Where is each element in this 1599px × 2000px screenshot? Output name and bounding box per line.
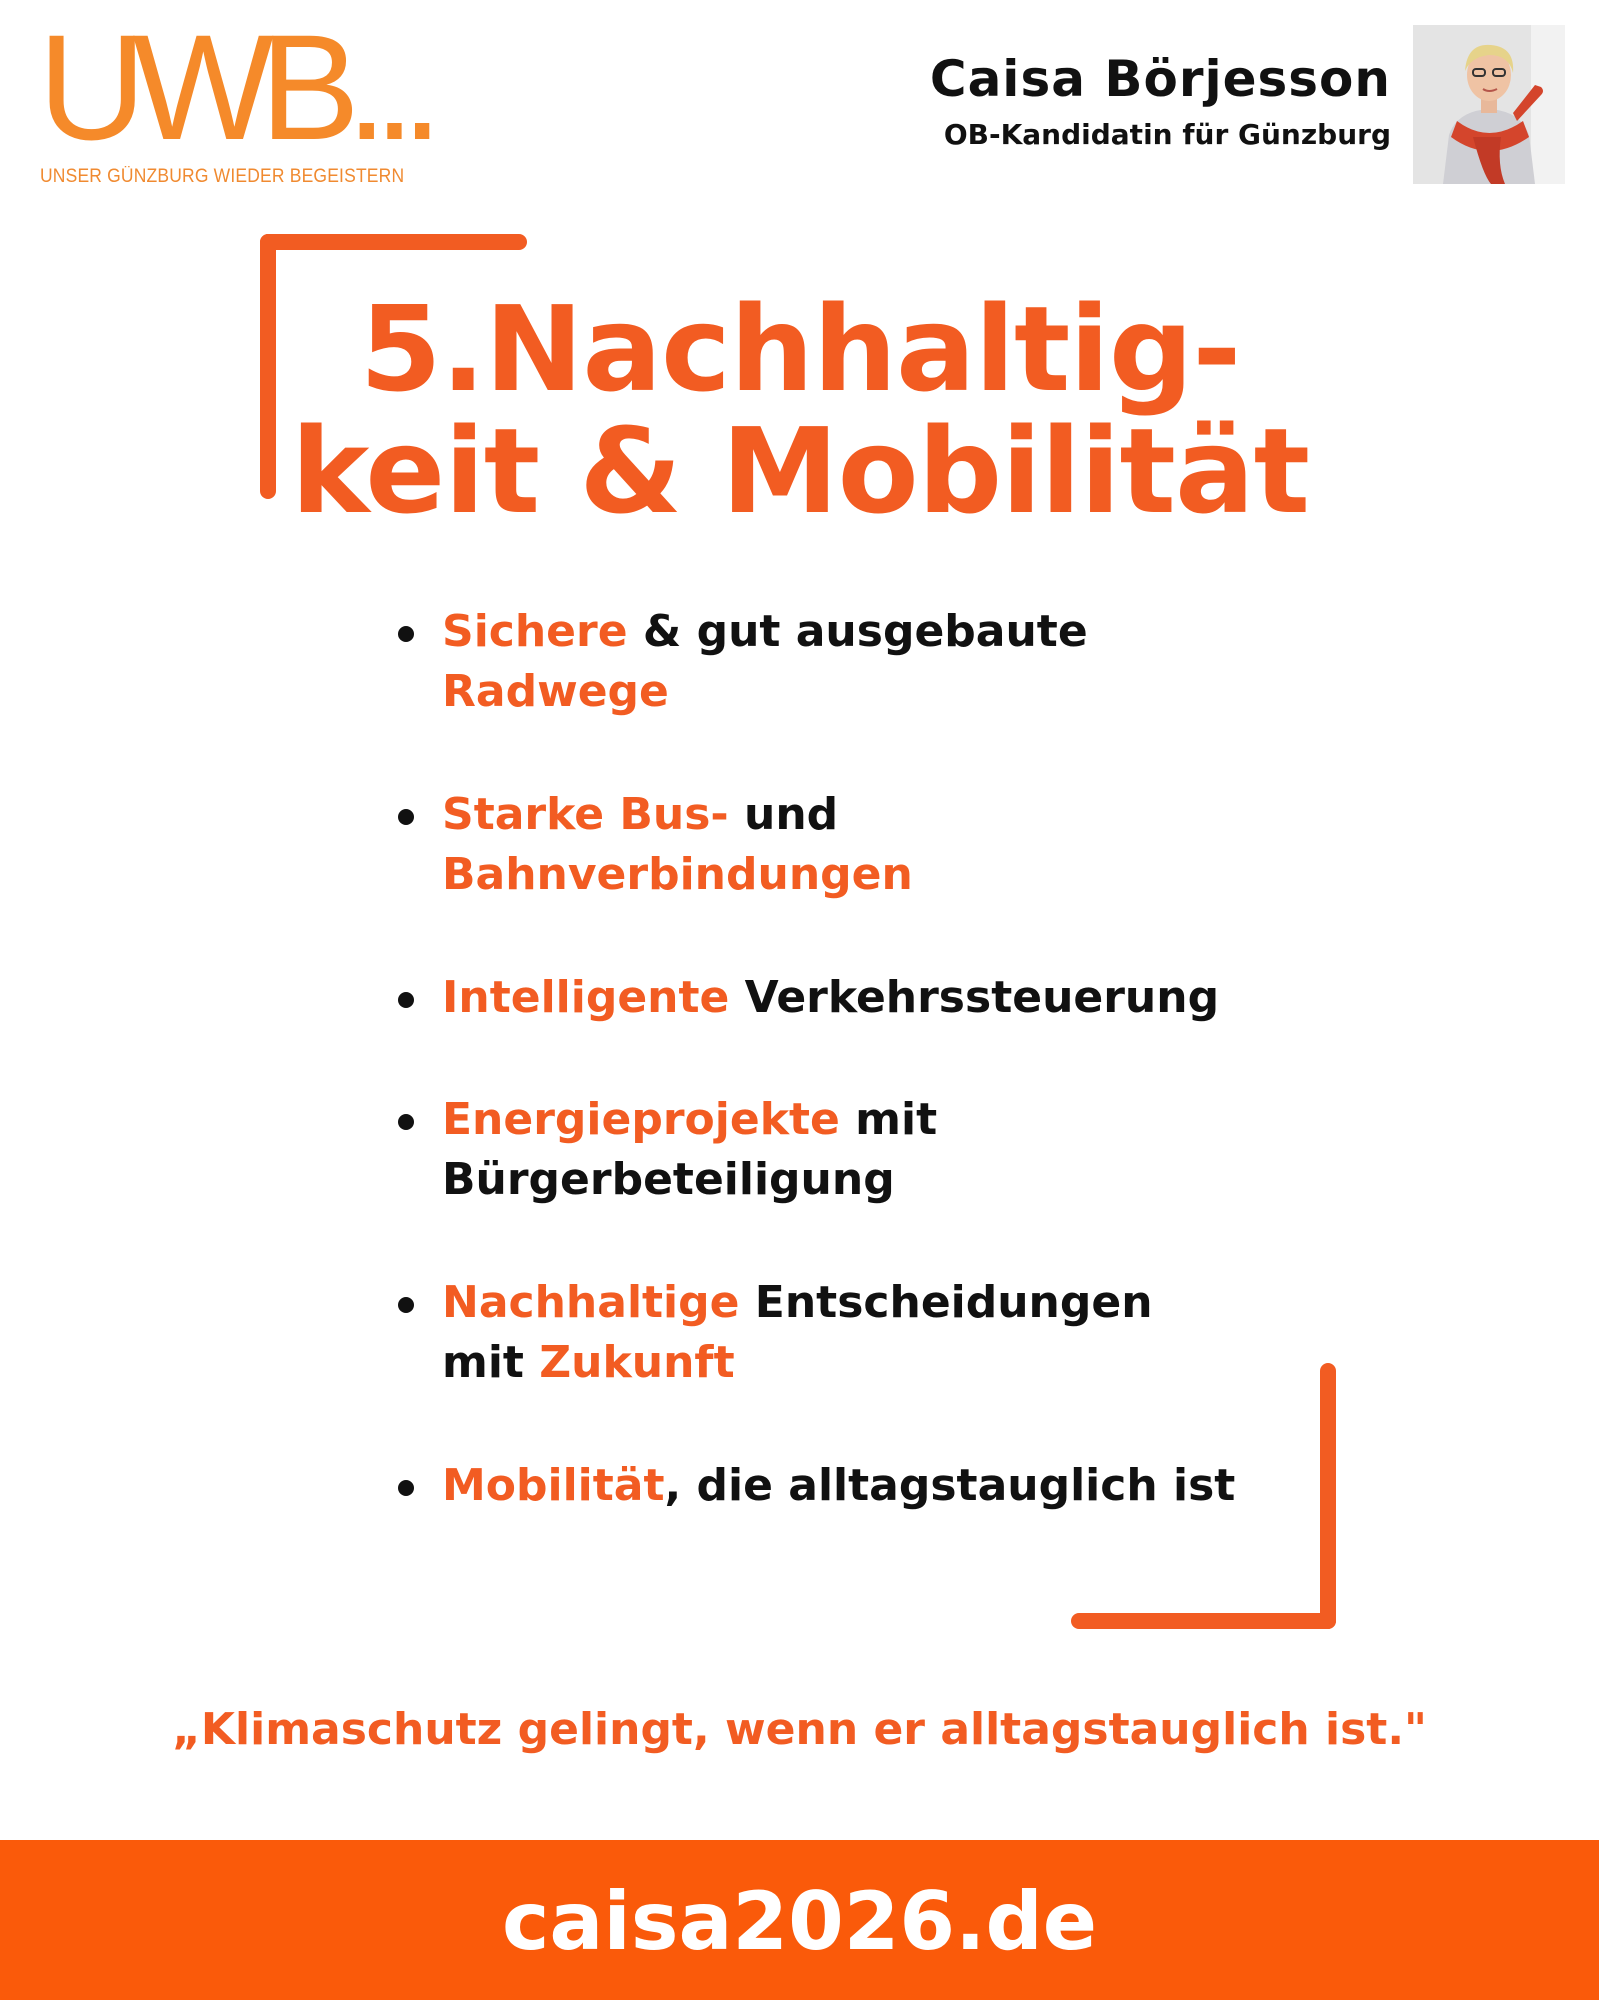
point-text: und	[728, 789, 839, 840]
point-highlight: Radwege	[442, 666, 669, 717]
point-highlight: Intelligente	[442, 972, 730, 1023]
list-item	[392, 785, 1392, 968]
list-item	[392, 1273, 1392, 1456]
point-highlight: Nachhaltige	[442, 1277, 740, 1328]
corner-bracket-bottom-right	[1071, 1613, 1336, 1629]
point-highlight: Starke Bus-	[442, 789, 729, 840]
list-item	[392, 1090, 1392, 1273]
logo-tagline: UNSER GÜNZBURG WIEDER BEGEISTERN	[40, 166, 405, 187]
point-text: mit	[442, 1337, 540, 1388]
corner-bracket-top-left	[260, 234, 527, 250]
logo-wordmark: UWB...	[38, 3, 429, 171]
uwb-logo	[38, 3, 438, 188]
point-text: Entscheidungen	[739, 1277, 1153, 1328]
point-highlight: Mobilität	[442, 1460, 665, 1511]
footer-banner	[0, 1840, 1599, 2000]
campaign-quote: „Klimaschutz gelingt, wenn er alltagstauglich ist."	[172, 1704, 1427, 1755]
point-highlight: Bahnverbindungen	[442, 849, 913, 900]
list-item	[392, 1456, 1392, 1578]
point-text: , die alltagstauglich ist	[664, 1460, 1236, 1511]
point-text: Bürgerbeteiligung	[442, 1154, 895, 1205]
point-highlight: Zukunft	[539, 1337, 735, 1388]
point-highlight: Sichere	[442, 606, 628, 657]
headline-line-2: keit & Mobilität	[291, 402, 1309, 540]
point-highlight: Energieprojekte	[442, 1094, 840, 1145]
point-text: & gut ausgebaute	[627, 606, 1088, 657]
point-text: mit	[839, 1094, 938, 1145]
candidate-photo	[1413, 25, 1565, 184]
headline	[200, 280, 1400, 540]
point-list	[392, 602, 1392, 1578]
list-item	[392, 968, 1392, 1090]
website-link[interactable]: caisa2026.de	[502, 1875, 1097, 1968]
candidate-role: OB-Kandidatin für Günzburg	[943, 118, 1391, 151]
headline-line-1: 5.Nachhaltig-	[359, 280, 1241, 418]
point-text: Verkehrssteuerung	[729, 972, 1220, 1023]
list-item	[392, 602, 1392, 785]
candidate-name: Caisa Börjesson	[929, 50, 1391, 108]
candidate-portrait-image	[1413, 25, 1565, 184]
